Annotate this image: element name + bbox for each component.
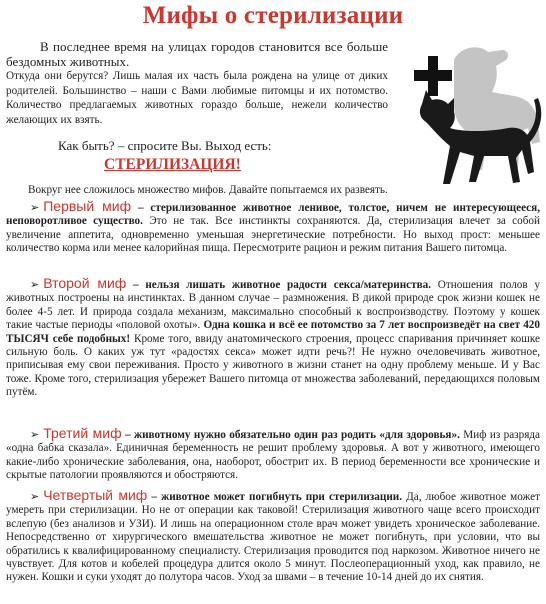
page-title: Мифы о стерилизации xyxy=(142,2,404,29)
myth-body: Да, любое животное может умереть при стерилизации. Но не от операции как таковой! Стерилизация животного чаще всего происходит вслепую (без анализов и УЗИ). И лишь на операционном столе врач может увидеть хроническое заболевание. Непосредственно от хирургического вмешательства животное не может погибнуть, при условии, что вы обратились к квалифицированному специалисту. Стерилизация проводится под наркозом. Животное ничего не чувствует. Для котов и кобелей процедура длится около 5 минут. Послеоперационный уход, как правило, не нужен. Кошки и суки уходят до полутора часов. Уход за швами – в течение 10-14 дней до их снятия. xyxy=(6,491,540,584)
myth-title: Третий миф xyxy=(43,425,122,441)
myths-intro: Вокруг нее сложилось множество мифов. Давайте попытаемся их развеять. xyxy=(28,184,388,196)
myth-title: Четвертый миф xyxy=(43,487,148,503)
arrow-bullet-icon: ➢ xyxy=(30,279,40,291)
myth-claim: – нельзя лишать животное радости секса/материнства. xyxy=(126,279,432,291)
myth-section-2 xyxy=(6,277,540,400)
myth-section-4 xyxy=(6,489,540,585)
medical-cross-icon xyxy=(414,56,452,96)
question-line: Как быть? – спросите Вы. Выход есть: xyxy=(58,138,272,153)
myth-claim: – стерилизованное животное ленивое, толстое, ничем не интересующееся, неповоротливое существо. xyxy=(6,202,540,228)
intro-paragraph xyxy=(6,40,388,128)
myth-title: Второй миф xyxy=(43,275,127,291)
myth-body: Отношения полов у животных построены на инстинктах. В данном случае – размножения. В дикой природе срок жизни кошек не более 4-5 лет. И природа создала механизм, максимально способный к воспроизводству. Поэтому у кошек такие частые периоды «половой охоты». xyxy=(6,279,540,332)
dog-cat-cross-illustration xyxy=(392,32,544,192)
myth-body: Это не так. Все инстинкты сохраняются. Да, стерилизация влечет за собой увеличение аппетита, одновременно уменьшая энергетические потребности. Но выход прост: меньшее количество корма или менее калорийная пища. Пересмотрите рацион и режим питания Вашего питомца. xyxy=(6,215,540,255)
myth-claim: – животное может погибнуть при стерилизации. xyxy=(147,491,403,503)
myth-highlight: Одна кошка и всё ее потомство за 7 лет воспроизведёт на свет 420 ТЫСЯЧ себе подобных! xyxy=(6,319,540,345)
myth-body: Миф из разряда «одна бабка сказала». Единичная беременность не решит проблему здоровья. А вот у животного, имеющего какие-либо хронические заболевания, она, наоборот, обострит их. В период беременности все хронические и скрытые патологии проявляются и обостряются. xyxy=(6,429,540,482)
intro-rest: Откуда они берутся? Лишь малая их часть была рождена на улице от диких родителей. Большинство – наши с Вами любимые питомцы и их потомство. Количество предлагаемых животных гораздо больше, нежели количество желающих их взять. xyxy=(6,70,388,126)
arrow-bullet-icon: ➢ xyxy=(30,491,40,503)
intro-lead: В последнее время на улицах городов становится все больше бездомных животных. xyxy=(6,39,388,69)
myth-claim: – животному нужно обязательно один раз родить «для здоровья». xyxy=(121,429,460,441)
myth-section-3 xyxy=(6,427,540,483)
arrow-bullet-icon: ➢ xyxy=(30,429,40,441)
myth-title: Первый миф xyxy=(43,198,132,214)
myth-section-1 xyxy=(6,200,540,256)
arrow-bullet-icon: ➢ xyxy=(30,202,40,214)
myth-body-continued: Кроме того, ввиду анатомического строения, процесс спаривания причиняет кошке сильную боль. О каких уж тут «радостях секса» может идти речь?! Не нужно очеловечивать животное, приписывая ему свои переживания. Просто у животного в жизни станет на одну проблему меньше. И у Вас тоже. Кроме того, стерилизация убережет Вашего питомца от множества заболеваний, передающихся половым путём. xyxy=(6,332,540,399)
sterilization-heading: СТЕРИЛИЗАЦИЯ! xyxy=(104,156,241,173)
